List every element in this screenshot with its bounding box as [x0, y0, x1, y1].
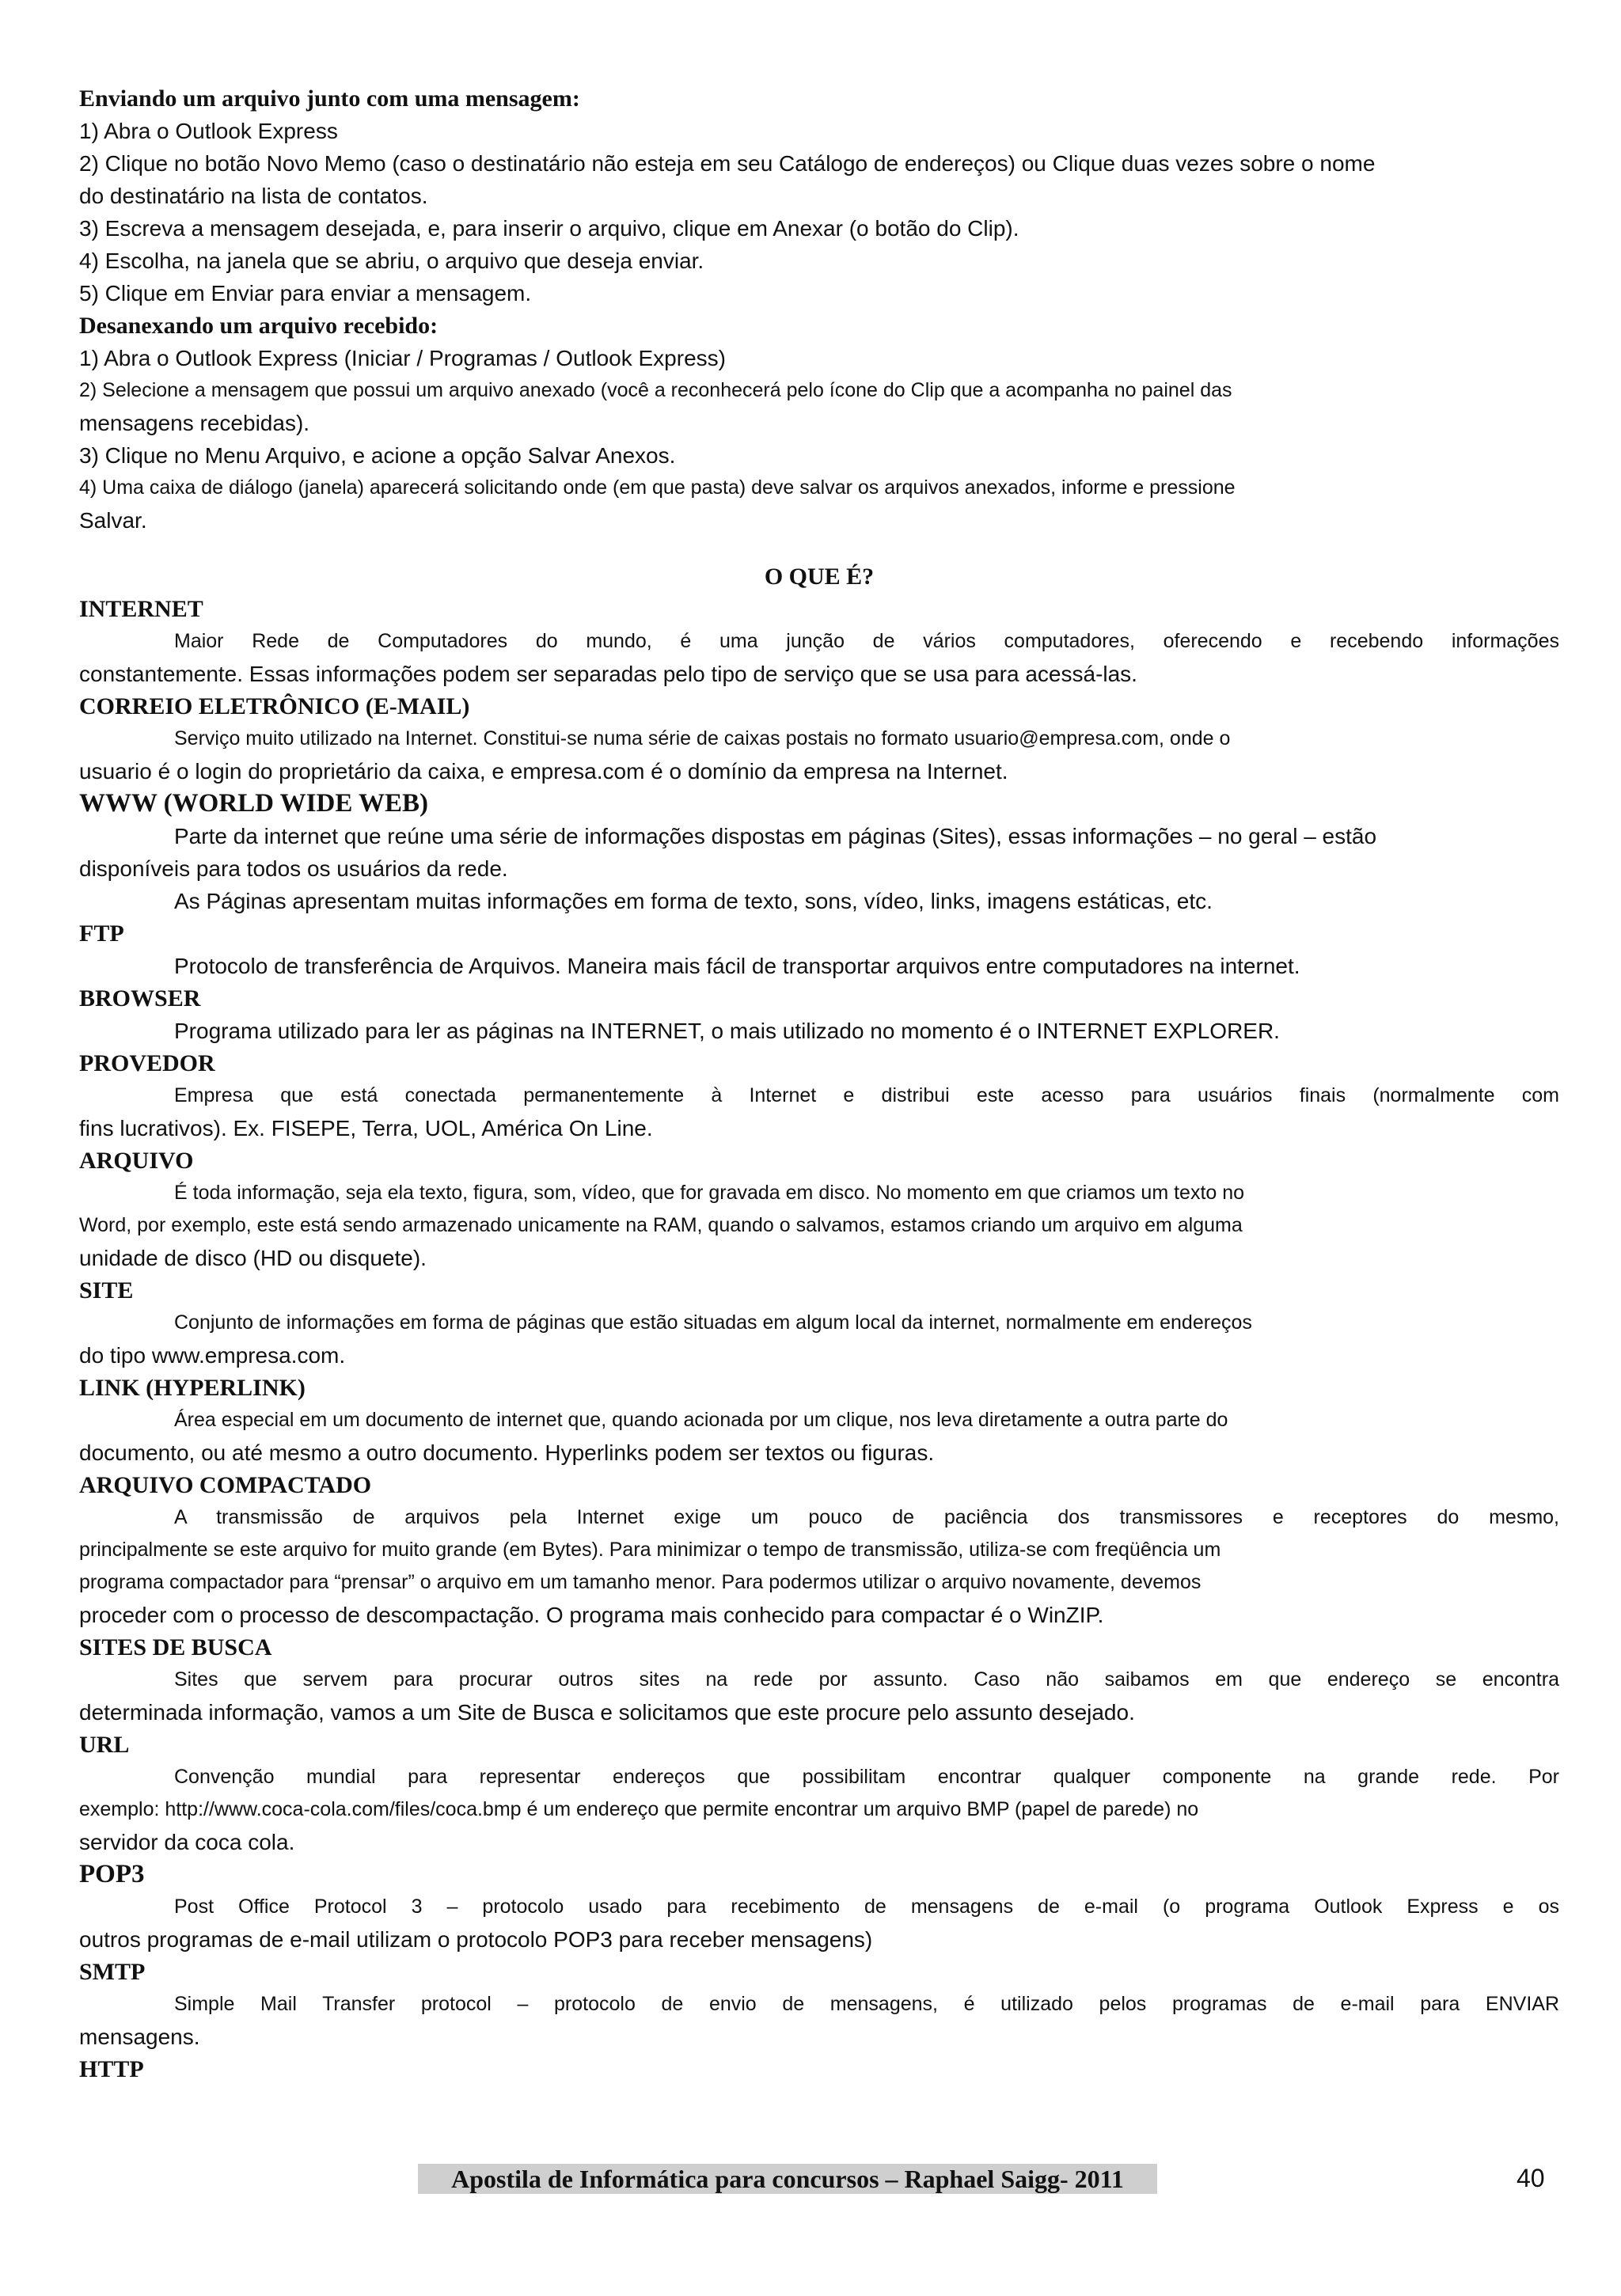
- text-line: determinada informação, vamos a um Site de Busca e solicitamos que este procure pelo assunto desejado.: [79, 1700, 1135, 1725]
- text-line: Protocolo de transferência de Arquivos. Maneira mais fácil de transportar arquivos entre computadores na internet.: [174, 954, 1300, 978]
- text-line: Conjunto de informações em forma de páginas que estão situadas em algum local da internet, normalmente em endereços: [174, 1311, 1252, 1334]
- term-heading-link: LINK (HYPERLINK): [79, 1375, 306, 1401]
- page-number: 40: [1517, 2164, 1545, 2192]
- text-line: constantemente. Essas informações podem ser separadas pelo tipo de serviço que se usa para acessá-las.: [79, 662, 1137, 686]
- text-line: unidade de disco (HD ou disquete).: [79, 1246, 427, 1270]
- text-line: 1) Abra o Outlook Express: [79, 119, 338, 143]
- term-heading-provedor: PROVEDOR: [79, 1050, 215, 1076]
- text-line: As Páginas apresentam muitas informações em forma de texto, sons, vídeo, links, imagens estáticas, etc.: [174, 889, 1213, 913]
- term-heading-sites-de-busca: SITES DE BUSCA: [79, 1634, 272, 1660]
- text-line: documento, ou até mesmo a outro documento. Hyperlinks podem ser textos ou figuras.: [79, 1440, 935, 1465]
- term-heading-pop3: POP3: [79, 1860, 145, 1888]
- text-line: usuario é o login do proprietário da caixa, e empresa.com é o domínio da empresa na Internet.: [79, 759, 1008, 784]
- text-line: 3) Escreva a mensagem desejada, e, para inserir o arquivo, clique em Anexar (o botão do Clip).: [79, 216, 1019, 241]
- text-line: 2) Clique no botão Novo Memo (caso o destinatário não esteja em seu Catálogo de endereços) ou Clique duas vezes sobre o nome: [79, 151, 1376, 176]
- text-line: mensagens recebidas).: [79, 411, 310, 435]
- text-line: Maior Rede de Computadores do mundo, é uma junção de vários computadores, oferecendo e recebendo informações: [174, 630, 1559, 652]
- term-heading-www: WWW (WORLD WIDE WEB): [79, 789, 428, 818]
- text-line: 1) Abra o Outlook Express (Iniciar / Programas / Outlook Express): [79, 346, 726, 370]
- text-line: exemplo: http://www.coca-cola.com/files/coca.bmp é um endereço que permite encontrar um arquivo BMP (papel de parede) no: [79, 1798, 1199, 1820]
- section-heading: Enviando um arquivo junto com uma mensagem:: [79, 85, 580, 112]
- text-line: Sites que servem para procurar outros sites na rede por assunto. Caso não saibamos em que endereço se encontra: [174, 1668, 1559, 1691]
- text-line: proceder com o processo de descompactação. O programa mais conhecido para compactar é o WinZIP.: [79, 1603, 1104, 1627]
- text-line: Parte da internet que reúne uma série de informações dispostas em páginas (Sites), essas informações – no geral – estão: [174, 824, 1377, 848]
- text-line: fins lucrativos). Ex. FISEPE, Terra, UOL, América On Line.: [79, 1116, 653, 1140]
- text-line: principalmente se este arquivo for muito grande (em Bytes). Para minimizar o tempo de transmissão, utiliza-se com freqüência um: [79, 1539, 1221, 1561]
- text-line: mensagens.: [79, 2025, 200, 2049]
- term-heading-smtp: SMTP: [79, 1959, 146, 1985]
- term-heading-site: SITE: [79, 1277, 134, 1304]
- text-line: servidor da coca cola.: [79, 1830, 295, 1854]
- text-line: outros programas de e-mail utilizam o protocolo POP3 para receber mensagens): [79, 1927, 873, 1952]
- text-line: A transmissão de arquivos pela Internet exige um pouco de paciência dos transmissores e receptores do mesmo,: [174, 1506, 1559, 1528]
- text-line: Programa utilizado para ler as páginas na INTERNET, o mais utilizado no momento é o INTERNET EXPLORER.: [174, 1019, 1280, 1043]
- document-body: [79, 82, 1559, 2085]
- section-heading: Desanexando um arquivo recebido:: [79, 313, 438, 339]
- term-heading-arquivo: ARQUIVO: [79, 1148, 194, 1174]
- text-line: Simple Mail Transfer protocol – protocolo de envio de mensagens, é utilizado pelos programas de e-mail para ENVIAR: [174, 1993, 1559, 2015]
- term-heading-internet: INTERNET: [79, 596, 203, 622]
- text-line: Convenção mundial para representar endereços que possibilitam encontrar qualquer componente na grande rede. Por: [174, 1766, 1559, 1788]
- text-line: Serviço muito utilizado na Internet. Constitui-se numa série de caixas postais no formato usuario@empresa.com, onde o: [174, 727, 1231, 750]
- text-line: Post Office Protocol 3 – protocolo usado para recebimento de mensagens de e-mail (o programa Outlook Express e os: [174, 1896, 1559, 1918]
- text-line: Word, por exemplo, este está sendo armazenado unicamente na RAM, quando o salvamos, estamos criando um arquivo em alguma: [79, 1214, 1243, 1236]
- text-line: 4) Uma caixa de diálogo (janela) aparecerá solicitando onde (em que pasta) deve salvar os arquivos anexados, informe e pressione: [79, 476, 1236, 499]
- text-line: disponíveis para todos os usuários da rede.: [79, 856, 508, 881]
- term-heading-ftp: FTP: [79, 920, 124, 947]
- text-line: 3) Clique no Menu Arquivo, e acione a opção Salvar Anexos.: [79, 443, 676, 468]
- text-line: 2) Selecione a mensagem que possui um arquivo anexado (você a reconhecerá pelo ícone do Clip que a acompanha no painel das: [79, 379, 1232, 401]
- term-heading-url: URL: [79, 1732, 130, 1758]
- term-heading-http: HTTP: [79, 2056, 144, 2082]
- text-line: do tipo www.empresa.com.: [79, 1343, 346, 1368]
- term-heading-email: CORREIO ELETRÔNICO (E-MAIL): [79, 693, 470, 719]
- text-line: 5) Clique em Enviar para enviar a mensagem.: [79, 281, 532, 306]
- text-line: do destinatário na lista de contatos.: [79, 184, 428, 208]
- text-line: Empresa que está conectada permanentemente à Internet e distribui este acesso para usuários finais (normalmente com: [174, 1084, 1559, 1106]
- text-line: É toda informação, seja ela texto, figura, som, vídeo, que for gravada em disco. No momento em que criamos um texto no: [174, 1182, 1245, 1204]
- text-line: 4) Escolha, na janela que se abriu, o arquivo que deseja enviar.: [79, 249, 704, 273]
- text-line: Salvar.: [79, 508, 147, 533]
- term-heading-browser: BROWSER: [79, 985, 201, 1011]
- spacer: [79, 537, 1559, 560]
- page-title: O QUE É?: [764, 564, 875, 590]
- footer-title: Apostila de Informática para concursos – Raphael Saigg- 2011: [418, 2164, 1157, 2194]
- text-line: Área especial em um documento de internet que, quando acionada por um clique, nos leva diretamente a outra parte do: [174, 1409, 1228, 1431]
- text-line: programa compactador para “prensar” o arquivo em um tamanho menor. Para podermos utilizar o arquivo novamente, devemos: [79, 1571, 1202, 1593]
- term-heading-arquivo-compactado: ARQUIVO COMPACTADO: [79, 1472, 372, 1498]
